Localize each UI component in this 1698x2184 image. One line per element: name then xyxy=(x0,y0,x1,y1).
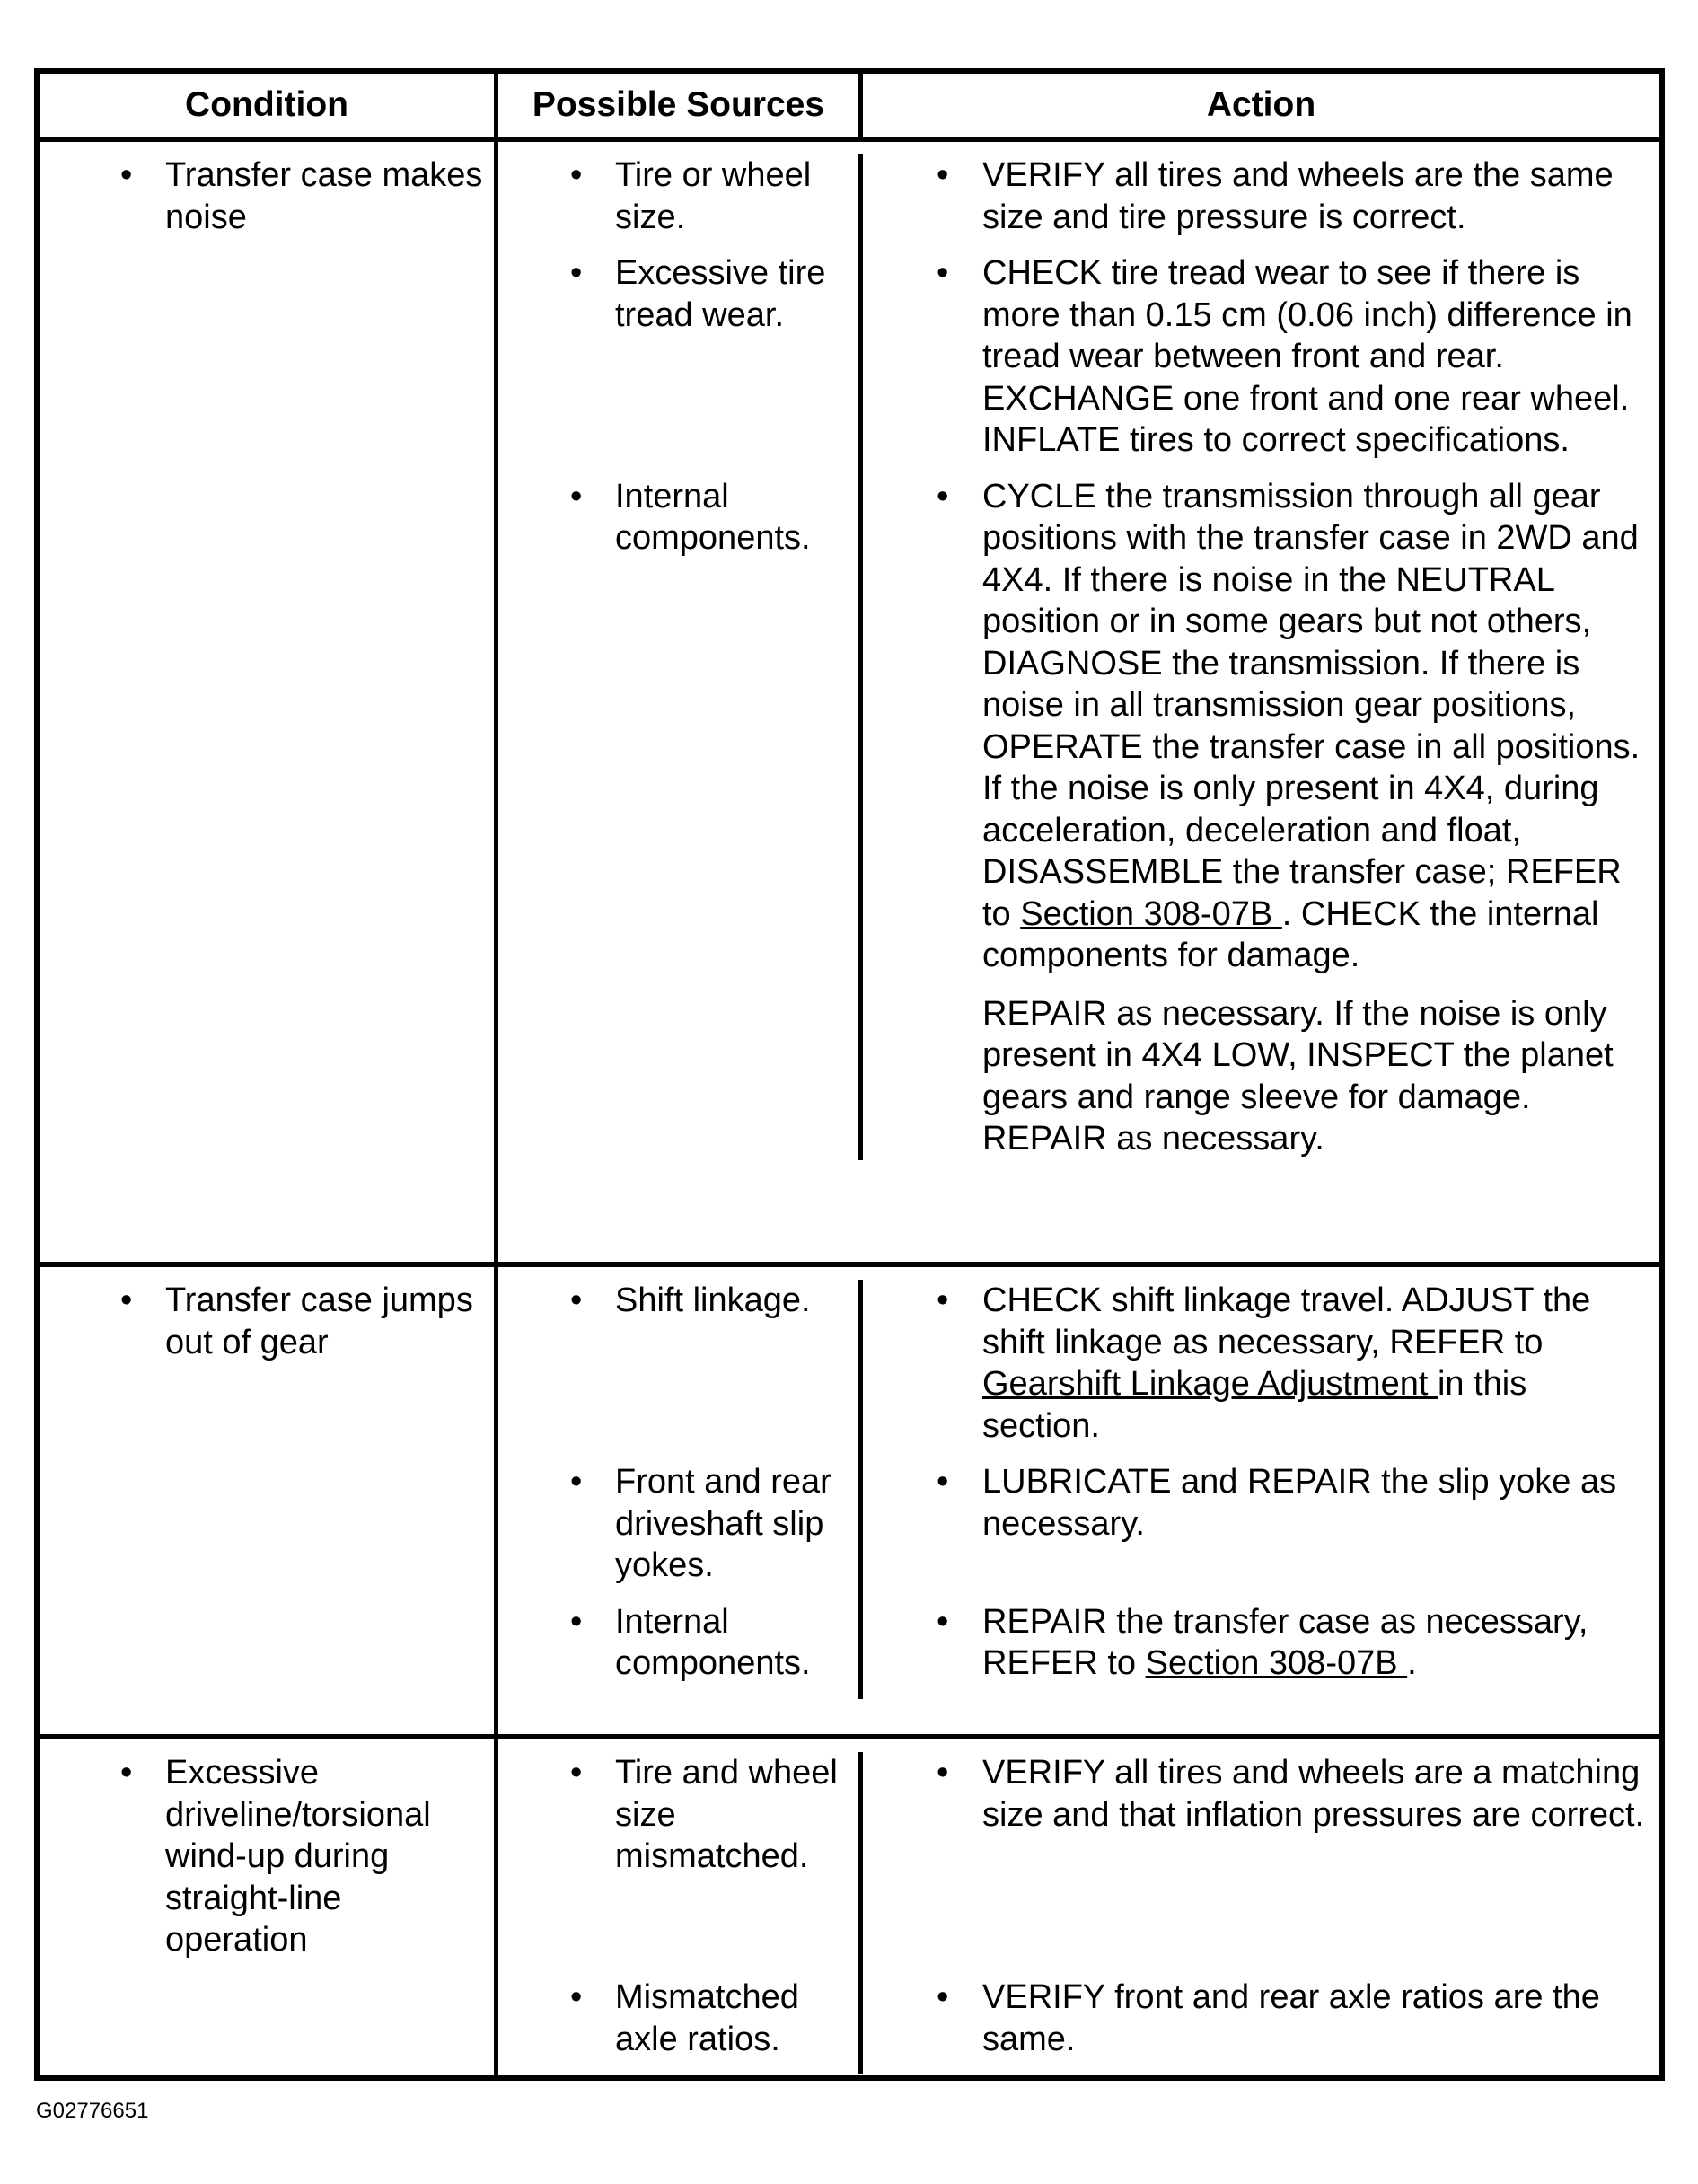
action-paragraph: REPAIR as necessary. If the noise is only present in 4X4 LOW, INSPECT the planet gears and range sleeve for damage. REPAIR as necessary. xyxy=(982,994,1614,1158)
source-item: • Internal components. xyxy=(570,477,811,557)
condition-cell xyxy=(40,1739,498,2075)
bullet-icon: • xyxy=(570,1463,583,1501)
source-item: • Tire or wheel size. xyxy=(570,156,812,236)
table-row xyxy=(40,1267,1659,1739)
action-item: • LUBRICATE and REPAIR the slip yoke as necessary. xyxy=(937,1463,1617,1543)
source-item: • Mismatched axle ratios. xyxy=(570,1978,799,2058)
action-item: • CHECK tire tread wear to see if there is more than 0.15 cm (0.06 inch) difference in tread wear between front and rear. EXCHANGE one front and one rear wheel. INFLATE tires to correct specifications. xyxy=(937,254,1632,459)
header-action: Action xyxy=(1206,85,1316,124)
bullet-icon: • xyxy=(937,1281,949,1319)
source-action-pair xyxy=(498,1977,1659,2074)
action-item: • VERIFY front and rear axle ratios are the same. xyxy=(937,1978,1600,2058)
pairs-cell xyxy=(498,142,1659,1262)
source-action-pair xyxy=(498,1752,1659,1977)
source-item: • Shift linkage. xyxy=(498,1280,858,1322)
pairs-cell xyxy=(498,1267,1659,1734)
source-item: • Tire and wheel size mismatched. xyxy=(570,1754,838,1875)
source-item: • Front and rear driveshaft slip yokes. xyxy=(570,1463,831,1584)
diagnosis-table xyxy=(34,68,1665,2081)
source-item: • Internal components. xyxy=(570,1602,811,1682)
figure-code: G02776651 xyxy=(36,2099,149,2123)
bullet-icon: • xyxy=(570,1978,583,2016)
action-item: • CHECK shift linkage travel. ADJUST the shift linkage as necessary, REFER to Gearshift Linkage Adjustment in this section. xyxy=(937,1281,1591,1445)
action-item: • REPAIR the transfer case as necessary, REFER to Section 308-07B . xyxy=(937,1602,1588,1682)
condition-item: • Excessive driveline/torsional wind-up during straight-line operation xyxy=(120,1754,431,1959)
source-action-pair xyxy=(498,1461,1659,1601)
gearshift-linkage-link[interactable]: Gearshift Linkage Adjustment xyxy=(982,1365,1438,1403)
bullet-icon: • xyxy=(120,1281,133,1319)
action-item: • VERIFY all tires and wheels are a matching size and that inflation pressures are correct. xyxy=(937,1754,1645,1834)
header-condition: Condition xyxy=(40,74,498,136)
bullet-icon: • xyxy=(570,254,583,292)
table-row xyxy=(40,142,1659,1267)
condition-item: • Transfer case jumps out of gear xyxy=(120,1281,473,1361)
table-row xyxy=(40,1739,1659,2075)
header-possible-sources: Possible Sources xyxy=(498,74,863,136)
bullet-icon: • xyxy=(937,1754,949,1792)
bullet-icon: • xyxy=(937,156,949,194)
source-action-pair xyxy=(498,154,1659,252)
header-row xyxy=(40,74,1659,142)
bullet-icon: • xyxy=(937,1978,949,2016)
source-action-pair xyxy=(498,1601,1659,1699)
bullet-icon: • xyxy=(570,156,583,194)
bullet-icon: • xyxy=(937,1602,949,1641)
bullet-icon: • xyxy=(937,477,949,515)
action-item: • VERIFY all tires and wheels are the same size and tire pressure is correct. xyxy=(937,156,1614,236)
source-action-pair xyxy=(498,476,1659,1160)
bullet-icon: • xyxy=(937,254,949,292)
source-action-pair xyxy=(498,252,1659,476)
condition-cell xyxy=(40,1267,498,1734)
condition-cell xyxy=(40,142,498,1262)
condition-item: • Transfer case makes noise xyxy=(120,156,483,236)
section-link[interactable]: Section 308-07B xyxy=(1020,894,1282,933)
bullet-icon: • xyxy=(570,1281,583,1319)
source-action-pair xyxy=(498,1280,1659,1461)
source-item: • Excessive tire tread wear. xyxy=(570,254,826,334)
bullet-icon: • xyxy=(570,477,583,515)
pairs-cell xyxy=(498,1739,1659,2075)
bullet-icon: • xyxy=(570,1754,583,1792)
bullet-icon: • xyxy=(570,1602,583,1641)
bullet-icon: • xyxy=(937,1463,949,1501)
bullet-icon: • xyxy=(120,156,133,194)
section-link[interactable]: Section 308-07B xyxy=(1145,1644,1408,1682)
action-item: • CYCLE the transmission through all gear positions with the transfer case in 2WD and 4X4. If there is noise in the NEUTRAL position or in some gears but not others, DIAGNOSE the transmission. If there is noise in all transmission gear positions, OPERATE the transfer case in all positions. If the noise is only present in 4X4, during acceleration, deceleration and float, DISASSEMBLE the transfer case; REFER to Section 308-07B . CHECK the internal components for damage. xyxy=(937,477,1641,974)
bullet-icon: • xyxy=(120,1754,133,1792)
